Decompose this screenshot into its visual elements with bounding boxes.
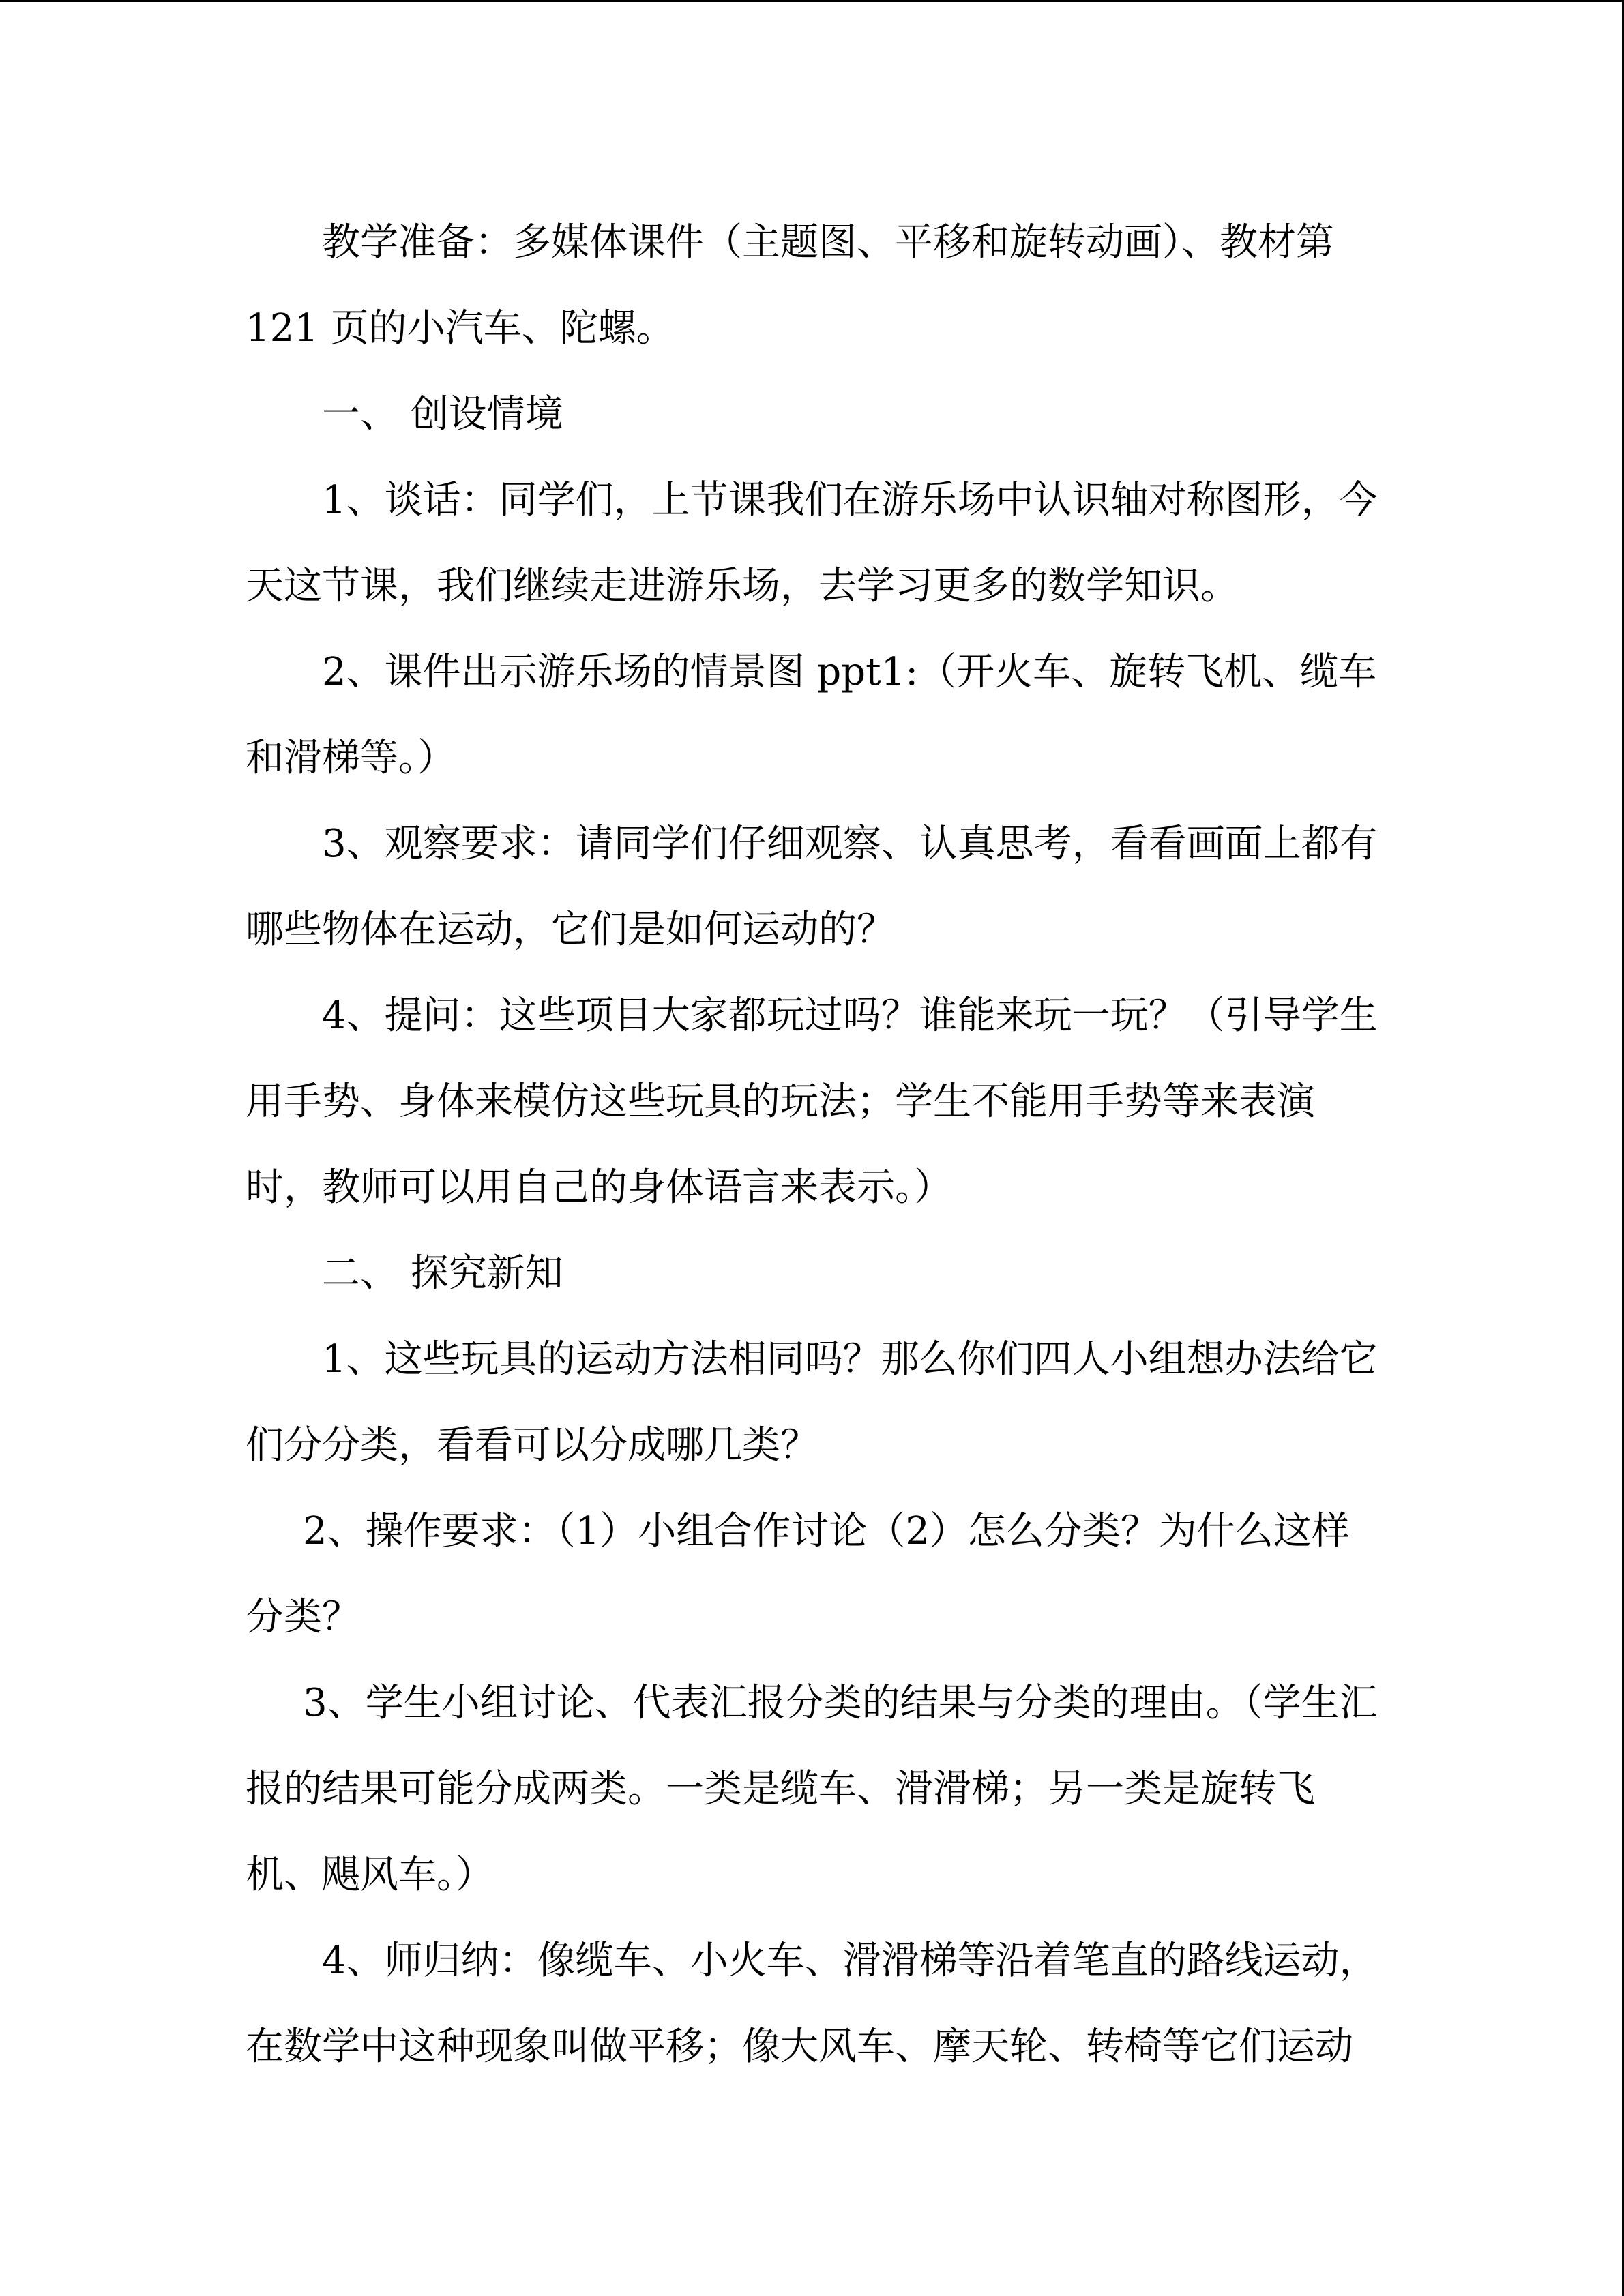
text-line: 和滑梯等。）: [246, 736, 456, 780]
section-heading: 二、 探究新知: [322, 1251, 563, 1296]
text-line: 2、操作要求：（1）小组合作讨论（2）怎么分类？为什么这样: [303, 1509, 1350, 1553]
text-line: 哪些物体在运动，它们是如何运动的？: [246, 908, 895, 952]
text-line: 121 页的小汽车、陀螺。: [246, 306, 675, 351]
section-heading: 一、 创设情境: [322, 392, 563, 436]
text-line: 机、飓风车。）: [246, 1853, 494, 1897]
text-line: 4、师归纳：像缆车、小火车、滑滑梯等沿着笔直的路线运动，: [322, 1939, 1378, 1983]
text-line: 报的结果可能分成两类。一类是缆车、滑滑梯；另一类是旋转飞: [246, 1767, 1315, 1811]
text-line: 3、学生小组讨论、代表汇报分类的结果与分类的理由。（学生汇: [303, 1681, 1378, 1725]
text-line: 1、这些玩具的运动方法相同吗？那么你们四人小组想办法给它: [322, 1337, 1378, 1382]
text-line: 用手势、身体来模仿这些玩具的玩法；学生不能用手势等来表演: [246, 1079, 1315, 1124]
text-line: 们分分类，看看可以分成哪几类？: [246, 1423, 818, 1467]
text-line: 时，教师可以用自己的身体语言来表示。）: [246, 1165, 952, 1210]
text-line: 在数学中这种现象叫做平移；像大风车、摩天轮、转椅等它们运动: [246, 2025, 1353, 2069]
text-line: 4、提问：这些项目大家都玩过吗？谁能来玩一玩？（引导学生: [322, 994, 1378, 1038]
text-line: 分类？: [246, 1595, 360, 1639]
text-line: 教学准备：多媒体课件（主题图、平移和旋转动画）、教材第: [322, 220, 1334, 265]
text-line: 2、课件出示游乐场的情景图 ppt1:（开火车、旋转飞机、缆车: [322, 650, 1377, 694]
text-line: 3、观察要求：请同学们仔细观察、认真思考，看看画面上都有: [322, 822, 1378, 866]
text-line: 天这节课，我们继续走进游乐场，去学习更多的数学知识。: [246, 564, 1239, 608]
text-line: 1、谈话：同学们，上节课我们在游乐场中认识轴对称图形，今: [322, 478, 1378, 522]
document-body: [246, 200, 1378, 2090]
